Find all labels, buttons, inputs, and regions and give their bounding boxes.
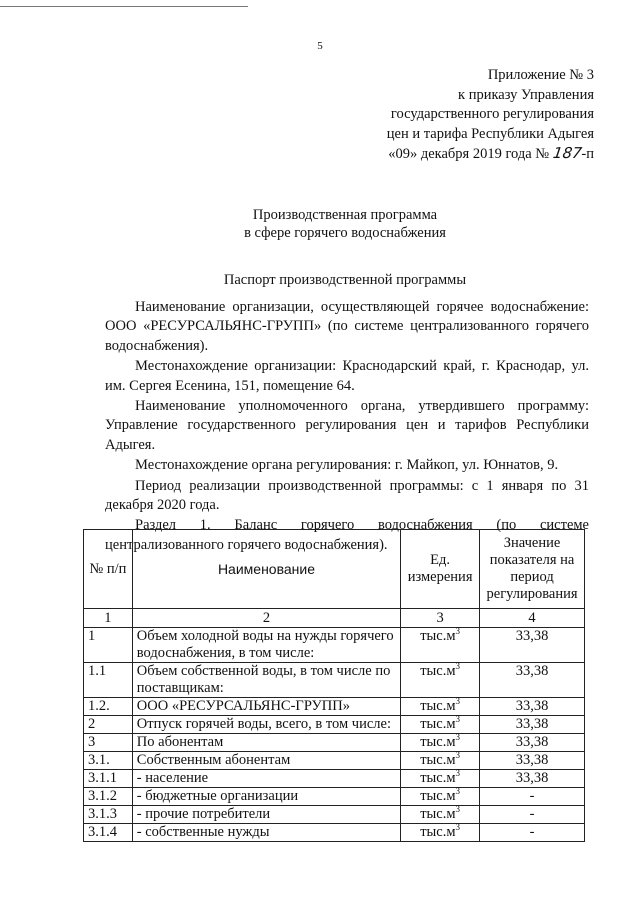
unit-exponent: 3 (455, 732, 461, 742)
appendix-line-2: к приказу Управления (458, 86, 594, 103)
row-value: - (480, 824, 585, 842)
row-name: Объем собственной воды, в том числе по поставщикам: (132, 663, 400, 698)
row-name: Отпуск горячей воды, всего, в том числе: (132, 716, 400, 734)
row-num: 3.1.4 (84, 824, 133, 842)
table-row (84, 716, 585, 734)
unit-base: тыс.м (420, 734, 456, 750)
table-row (84, 663, 585, 698)
row-num: 1.2. (84, 698, 133, 716)
row-name: - собственные нужды (132, 824, 400, 842)
unit-exponent: 3 (455, 786, 461, 796)
row-unit (401, 734, 480, 752)
row-unit (401, 752, 480, 770)
paragraph-period: Период реализации производственной программы: с 1 января по 31 декабря 2020 года. (105, 477, 589, 514)
row-name: - прочие потребители (132, 806, 400, 824)
table-row (84, 698, 585, 716)
row-num: 1.1 (84, 663, 133, 698)
appendix-line-4: цен и тарифа Республики Адыгея (386, 125, 594, 142)
row-value: 33,38 (480, 752, 585, 770)
row-num: 3.1.1 (84, 770, 133, 788)
appendix-header (387, 66, 594, 165)
table-row (84, 806, 585, 824)
unit-exponent: 3 (455, 750, 461, 760)
header-unit: Ед. измерения (401, 530, 480, 609)
appendix-line-1: Приложение № 3 (487, 67, 594, 83)
unit-base: тыс.м (420, 698, 456, 714)
unit-exponent: 3 (455, 714, 461, 724)
order-date: «09» декабря 2019 года № (388, 146, 550, 162)
unit-base: тыс.м (420, 770, 456, 786)
row-value: 33,38 (480, 734, 585, 752)
row-unit (401, 698, 480, 716)
row-name: - население (132, 770, 400, 788)
header-value: Значение показателя на период регулирования (480, 530, 585, 609)
row-num: 3.1.2 (84, 788, 133, 806)
document-title (0, 206, 640, 242)
col-number-3: 3 (401, 609, 480, 628)
table-row (84, 824, 585, 842)
balance-table (83, 529, 585, 842)
row-unit (401, 663, 480, 698)
appendix-line-5 (387, 144, 594, 165)
table-row (84, 628, 585, 663)
row-unit (401, 628, 480, 663)
row-value: 33,38 (480, 716, 585, 734)
header-num: № п/п (84, 530, 133, 609)
table-row (84, 770, 585, 788)
row-unit (401, 788, 480, 806)
unit-exponent: 3 (455, 626, 461, 636)
unit-base: тыс.м (420, 824, 456, 840)
row-value: 33,38 (480, 628, 585, 663)
row-unit (401, 824, 480, 842)
row-name: - бюджетные организации (132, 788, 400, 806)
appendix-line-3: государственного регулирования (390, 106, 594, 122)
unit-base: тыс.м (420, 663, 456, 679)
row-value: - (480, 806, 585, 824)
unit-base: тыс.м (420, 788, 456, 804)
unit-base: тыс.м (420, 716, 456, 732)
order-number: 187 (551, 144, 583, 162)
unit-exponent: 3 (455, 696, 461, 706)
passport-body (105, 298, 589, 555)
paragraph-location: Местонахождение организации: Краснодарский край, г. Краснодар, ул. им. Сергея Есенина, 151, помещение 64. (105, 358, 589, 394)
table-header-row (84, 530, 585, 609)
col-number-1: 1 (84, 609, 133, 628)
row-num: 3.1.3 (84, 806, 133, 824)
table-row (84, 788, 585, 806)
unit-exponent: 3 (455, 768, 461, 778)
column-number-row (84, 609, 585, 628)
table-row (84, 734, 585, 752)
row-value: 33,38 (480, 663, 585, 698)
paragraph-organization: Наименование организации, осуществляющей горячее водоснабжение: ООО «РЕСУРСАЛЬЯНС-ГРУПП» (по системе централизованного горячего водоснабжения). (105, 299, 589, 354)
paragraph-section-1: Раздел 1. Баланс горячего водоснабжения (по системе централизованного горячего водоснабжения). (105, 517, 589, 553)
row-name: ООО «РЕСУРСАЛЬЯНС-ГРУПП» (132, 698, 400, 716)
unit-base: тыс.м (420, 806, 456, 822)
row-unit (401, 716, 480, 734)
top-rule (0, 6, 248, 7)
row-unit (401, 770, 480, 788)
unit-base: тыс.м (420, 752, 456, 768)
unit-exponent: 3 (455, 661, 461, 671)
paragraph-authority-location: Местонахождение органа регулирования: г. Майкоп, ул. Юннатов, 9. (135, 457, 559, 474)
col-number-2: 2 (132, 609, 400, 628)
row-value: 33,38 (480, 698, 585, 716)
unit-exponent: 3 (455, 822, 461, 832)
unit-base: тыс.м (420, 628, 456, 644)
row-num: 3 (84, 734, 133, 752)
col-number-4: 4 (480, 609, 585, 628)
table-body (84, 628, 585, 842)
page-number: 5 (317, 40, 323, 52)
row-name: По абонентам (132, 734, 400, 752)
row-name: Собственным абонентам (132, 752, 400, 770)
row-value: - (480, 788, 585, 806)
table-row (84, 752, 585, 770)
row-num: 2 (84, 716, 133, 734)
passport-title: Паспорт производственной программы (223, 272, 467, 288)
unit-exponent: 3 (455, 804, 461, 814)
row-unit (401, 806, 480, 824)
header-name: Наименование (132, 530, 400, 609)
title-line-1: Производственная программа (252, 207, 438, 223)
paragraph-authority: Наименование уполномоченного органа, утвердившего программу: Управление государственного регулирования цен и тарифов Республики Адыгея. (105, 398, 589, 453)
row-name: Объем холодной воды на нужды горячего водоснабжения, в том числе: (132, 628, 400, 663)
row-num: 3.1. (84, 752, 133, 770)
order-suffix: -п (581, 146, 594, 162)
row-value: 33,38 (480, 770, 585, 788)
title-line-2: в сфере горячего водоснабжения (244, 225, 446, 241)
row-num: 1 (84, 628, 133, 663)
